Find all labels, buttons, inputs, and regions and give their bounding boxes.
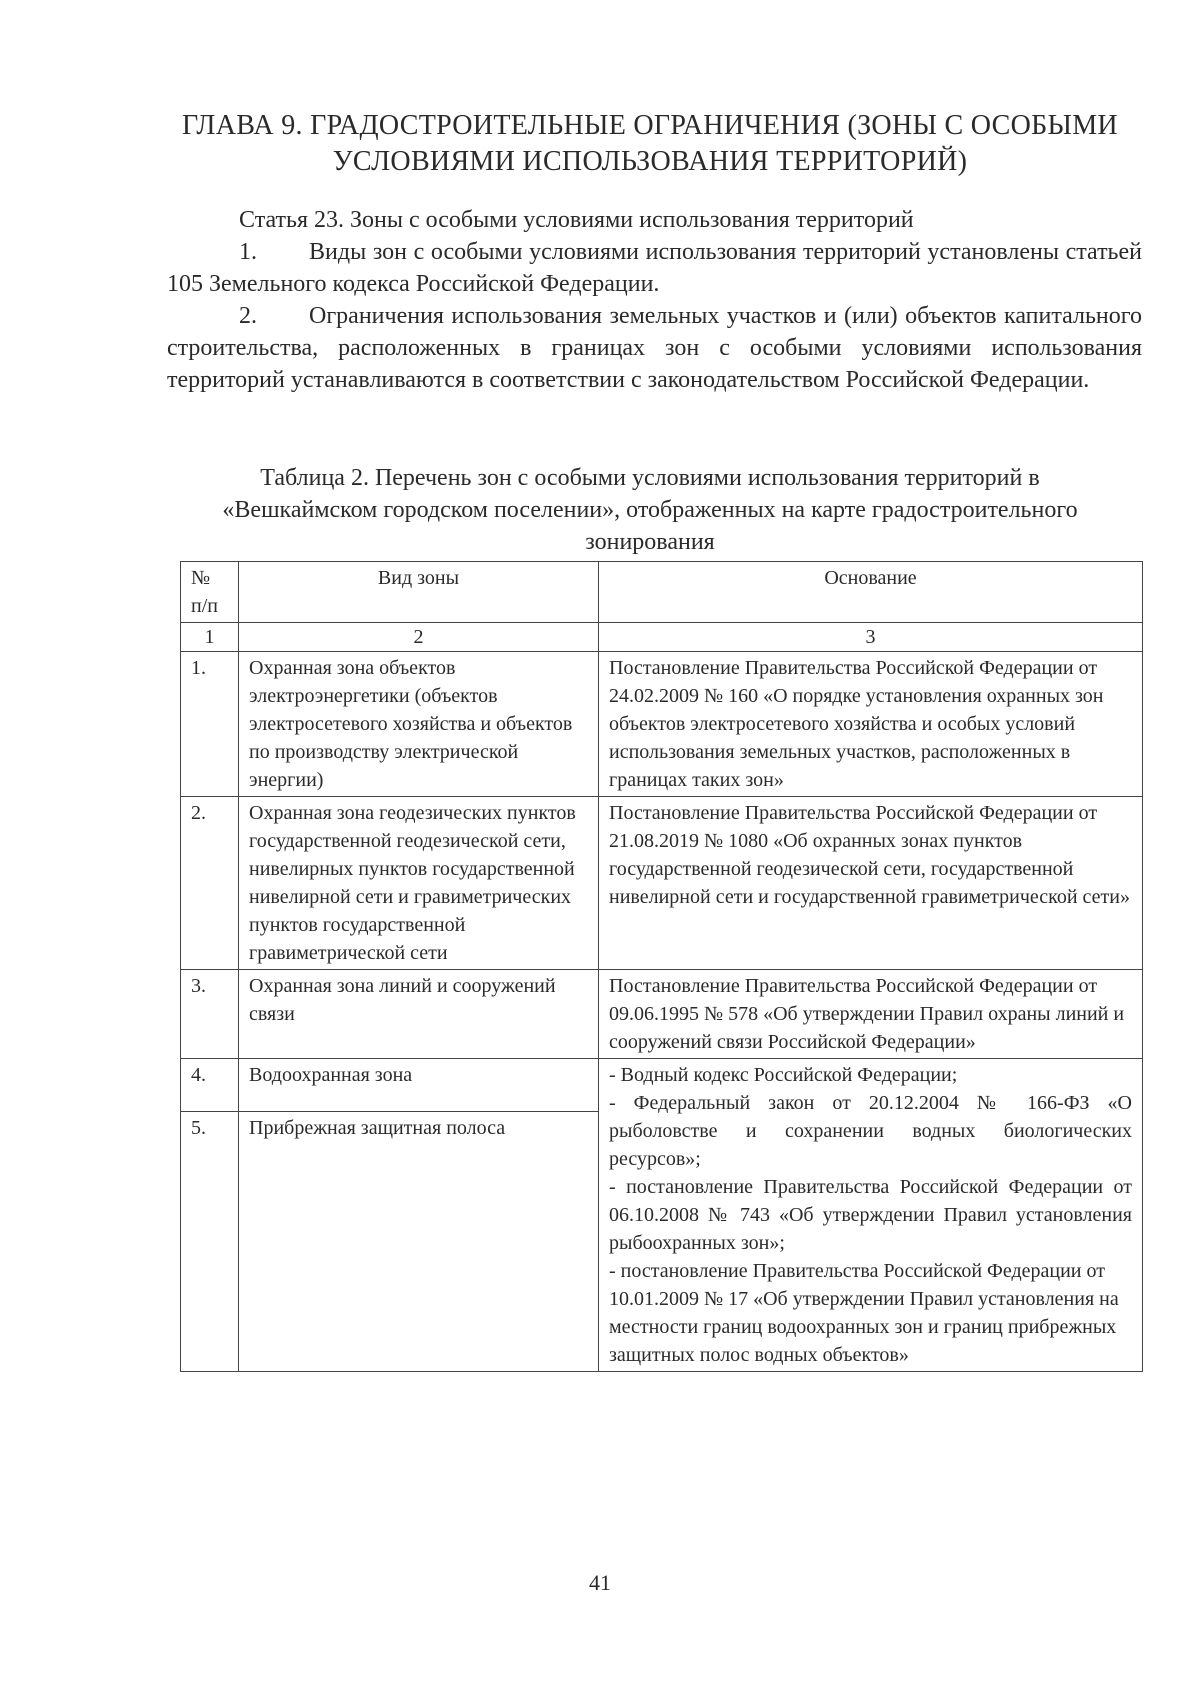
header-number: № п/п <box>181 562 239 623</box>
zones-table <box>180 561 1143 1372</box>
header-zone-type: Вид зоны <box>239 562 599 623</box>
shared-basis-cell <box>599 1059 1143 1372</box>
row-basis: Постановление Правительства Российской Федерации от 21.08.2019 № 1080 «Об охранных зонах пунктов государственной геодезической сети, государственной нивелирной сети и государственной гравиметрической сети» <box>599 797 1143 970</box>
table-row <box>181 970 1143 1059</box>
paragraph-1-text: Виды зон с особыми условиями использования территорий установлены статьей 105 Земельного кодекса Российской Федерации. <box>167 239 1142 297</box>
basis-item: - постановление Правительства Российской Федерации от 06.10.2008 № 743 «Об утверждении Правил установления рыбоохранных зон»; <box>609 1176 1132 1254</box>
table-header-row <box>181 562 1143 623</box>
index-cell: 1 <box>181 623 239 652</box>
chapter-title <box>160 108 1140 180</box>
article-23 <box>167 204 1142 396</box>
basis-item: - постановление Правительства Российской Федерации от 10.01.2009 № 17 «Об утверждении Правил установления на местности границ водоохранных зон и границ прибрежных защитных полос водных объектов» <box>609 1260 1119 1366</box>
row-zone-type: Прибрежная защитная полоса <box>239 1112 599 1372</box>
table-caption: Таблица 2. Перечень зон с особыми условиями использования территорий в «Вешкаймском городском поселении», отображенных на карте градостроительного зонирования <box>222 465 1078 555</box>
row-zone-type: Водоохранная зона <box>239 1059 599 1112</box>
table-row <box>181 652 1143 797</box>
row-basis: Постановление Правительства Российской Федерации от 09.06.1995 № 578 «Об утверждении Правил охраны линий и сооружений связи Российской Федерации» <box>599 970 1143 1059</box>
table-row <box>181 797 1143 970</box>
paragraph-2-number: 2. <box>239 303 257 329</box>
basis-item: - Федеральный закон от 20.12.2004 № 166-ФЗ «О рыболовстве и сохранении водных биологических ресурсов»; <box>609 1092 1132 1170</box>
article-title: Статья 23. Зоны с особыми условиями использования территорий <box>239 207 914 233</box>
index-cell: 3 <box>599 623 1143 652</box>
paragraph-2-text: Ограничения использования земельных участков и (или) объектов капитального строительства, расположенных в границах зон с особыми условиями использования территорий устанавливаются в соответствии с законодательством Российской Федерации. <box>167 303 1142 393</box>
row-zone-type: Охранная зона линий и сооружений связи <box>239 970 599 1059</box>
row-number: 2. <box>181 797 239 970</box>
paragraph-1-number: 1. <box>239 239 257 265</box>
row-number: 5. <box>181 1112 239 1372</box>
article-paragraph-1 <box>167 236 1142 300</box>
header-basis: Основание <box>599 562 1143 623</box>
row-number: 4. <box>181 1059 239 1112</box>
index-cell: 2 <box>239 623 599 652</box>
page-number: 41 <box>589 1570 611 1595</box>
basis-item: - Водный кодекс Российской Федерации; <box>609 1064 958 1086</box>
row-number: 1. <box>181 652 239 797</box>
table-row <box>181 1059 1143 1112</box>
row-basis: Постановление Правительства Российской Федерации от 24.02.2009 № 160 «О порядке установления охранных зон объектов электросетевого хозяйства и особых условий использования земельных участков, расположенных в границах таких зон» <box>599 652 1143 797</box>
row-number: 3. <box>181 970 239 1059</box>
row-zone-type: Охранная зона геодезических пунктов государственной геодезической сети, нивелирных пунктов государственной нивелирной сети и гравиметрических пунктов государственной гравиметрической сети <box>239 797 599 970</box>
row-zone-type: Охранная зона объектов электроэнергетики (объектов электросетевого хозяйства и объектов по производству электрической энергии) <box>239 652 599 797</box>
chapter-title-line-2: УСЛОВИЯМИ ИСПОЛЬЗОВАНИЯ ТЕРРИТОРИЙ) <box>332 146 968 177</box>
chapter-title-line-1: ГЛАВА 9. ГРАДОСТРОИТЕЛЬНЫЕ ОГРАНИЧЕНИЯ (ЗОНЫ С ОСОБЫМИ <box>182 110 1118 141</box>
table-index-row <box>181 623 1143 652</box>
article-paragraph-2 <box>167 300 1142 396</box>
